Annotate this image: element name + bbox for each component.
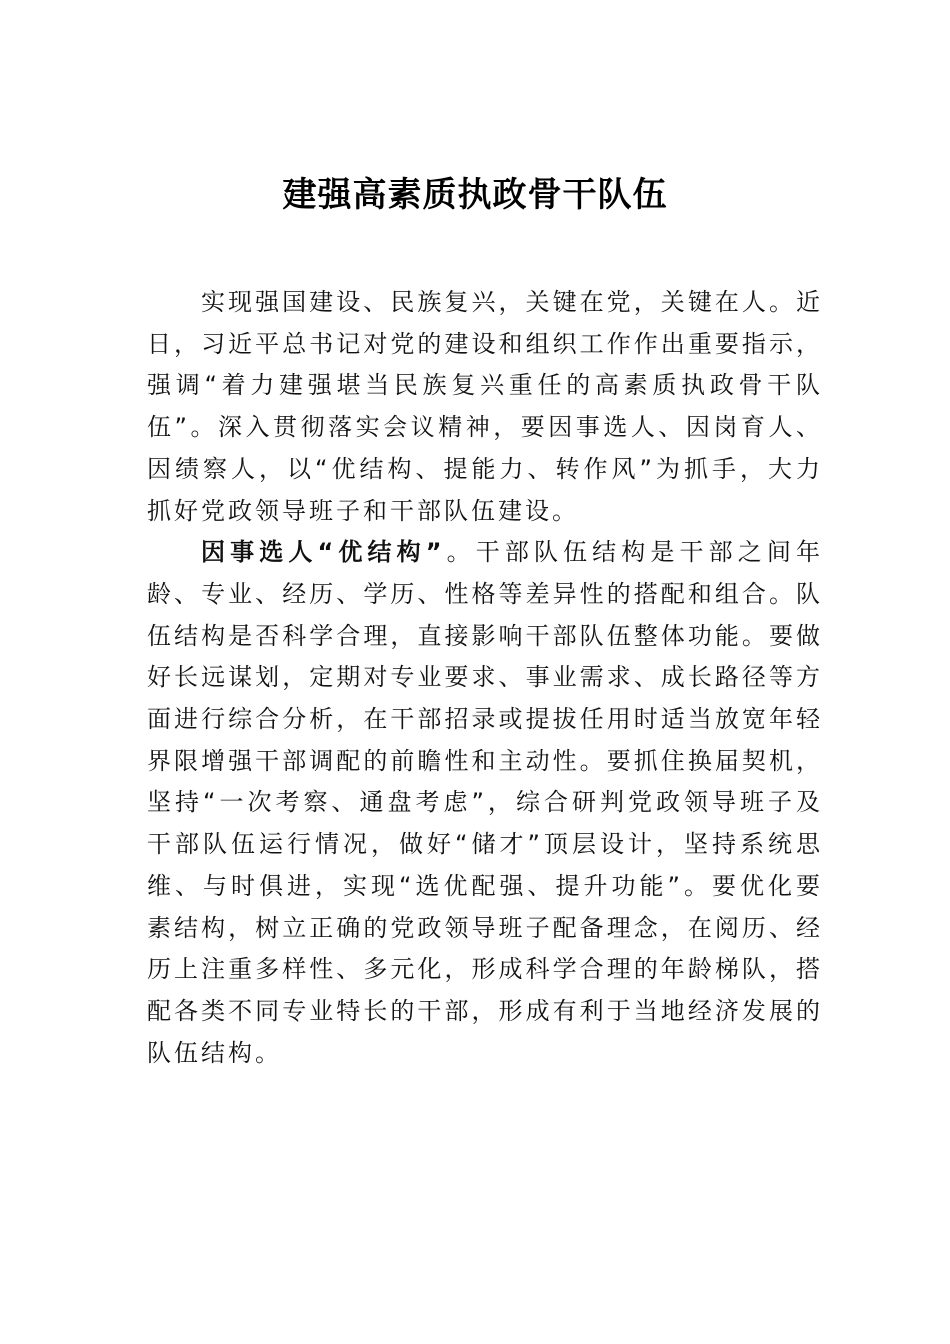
paragraph-structure — [147, 532, 823, 1074]
paragraph-text: 。干部队伍结构是干部之间年龄、专业、经历、学历、性格等差异性的搭配和组合。队伍结构是否科学合理，直接影响干部队伍整体功能。要做好长远谋划，定期对专业要求、事业需求、成长路径等方面进行综合分析，在干部招录或提拔任用时适当放宽年轻界限增强干部调配的前瞻性和主动性。要抓住换届契机，坚持“一次考察、通盘考虑”，综合研判党政领导班子及干部队伍运行情况，做好“储才”顶层设计，坚持系统思维、与时俱进，实现“选优配强、提升功能”。要优化要素结构，树立正确的党政领导班子配备理念，在阅历、经历上注重多样性、多元化，形成科学合理的年龄梯队，搭配各类不同专业特长的干部，形成有利于当地经济发展的队伍结构。 — [147, 538, 824, 1067]
paragraph-lead: 因事选人“优结构” — [201, 538, 445, 567]
document-title: 建强高素质执政骨干队伍 — [282, 175, 668, 215]
document-body — [147, 282, 823, 1074]
paragraph-text: 实现强国建设、民族复兴，关键在党，关键在人。近日，习近平总书记对党的建设和组织工作作出重要指示，强调“着力建强堪当民族复兴重任的高素质执政骨干队伍”。深入贯彻落实会议精神，要因事选人、因岗育人、因绩察人，以“优结构、提能力、转作风”为抓手，大力抓好党政领导班子和干部队伍建设。 — [147, 288, 823, 525]
paragraph-intro — [147, 282, 823, 532]
